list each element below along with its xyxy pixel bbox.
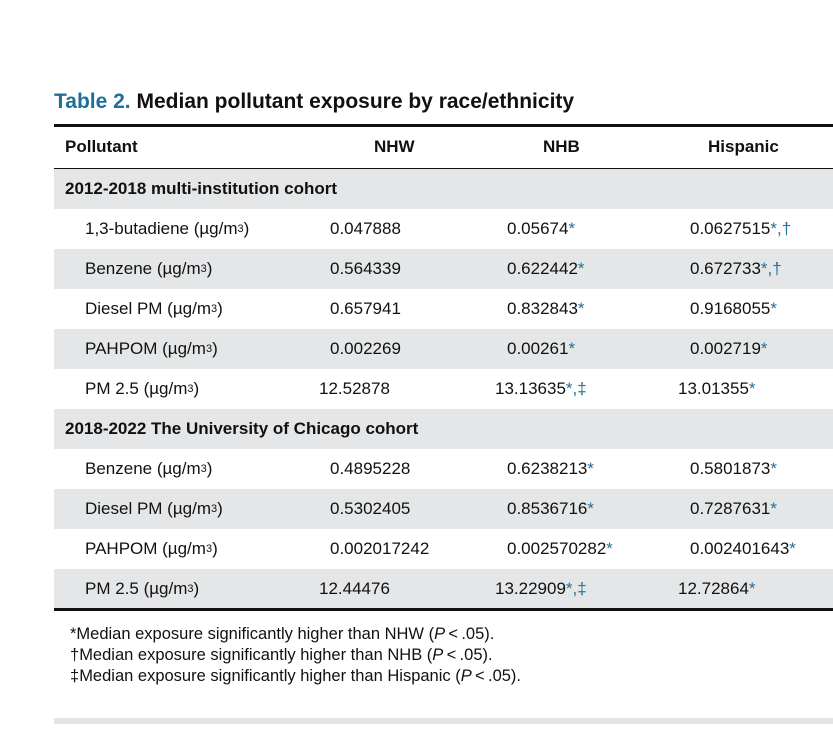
significance-mark: * xyxy=(587,459,594,478)
hispanic-cell xyxy=(690,329,768,369)
table-row xyxy=(54,449,833,489)
hispanic-value: 0.7287631 xyxy=(690,499,771,518)
nhw-value: 0.047888 xyxy=(330,219,401,238)
pollutant-cell: PM 2.5 (µg/m 3 ) xyxy=(85,379,200,398)
table-label: Table 2. xyxy=(54,90,131,113)
nhw-value: 0.002269 xyxy=(330,339,401,358)
nhb-value: 13.13635 xyxy=(495,379,566,398)
unit-close: ) xyxy=(193,579,200,598)
pollutant-cell: 1,3-butadiene (µg/m 3 ) xyxy=(85,219,250,238)
pollutant-name: PM 2.5 (µg/m xyxy=(85,579,188,598)
pollutant-cell: Diesel PM (µg/m 3 ) xyxy=(85,299,223,318)
table-row xyxy=(54,569,833,609)
nhb-value: 0.622442 xyxy=(507,259,578,278)
nhb-cell xyxy=(507,209,575,249)
pollutant-name: PAHPOM (µg/m xyxy=(85,539,206,558)
table-row xyxy=(54,289,833,329)
footnote-mark: * xyxy=(70,625,77,643)
header-nhb: NHB xyxy=(543,137,580,156)
significance-mark: * xyxy=(577,299,585,318)
significance-mark: * xyxy=(770,459,777,478)
significance-mark: *,† xyxy=(760,259,782,278)
significance-mark: *,‡ xyxy=(565,379,587,398)
table-row xyxy=(54,249,833,289)
nhb-cell xyxy=(507,249,585,289)
footnote-mark: ‡ xyxy=(70,667,80,685)
pollutant-cell: PM 2.5 (µg/m 3 ) xyxy=(85,579,200,598)
hispanic-cell xyxy=(678,569,756,609)
table-row xyxy=(54,209,833,249)
footnote-p: P xyxy=(434,625,446,643)
nhb-cell xyxy=(507,289,585,329)
pollutant-name: Diesel PM (µg/m xyxy=(85,499,211,518)
footnote-text-end: < .05). xyxy=(445,625,495,643)
pollutant-cell: PAHPOM (µg/m 3 ) xyxy=(85,539,218,558)
footnote xyxy=(70,645,521,666)
page-divider xyxy=(54,718,833,724)
unit-close: ) xyxy=(243,219,250,238)
hispanic-cell xyxy=(690,489,777,529)
nhb-value: 0.05674 xyxy=(507,219,569,238)
footnote-mark: † xyxy=(70,646,80,664)
footnote-text: Median exposure significantly higher than NHB ( xyxy=(79,646,433,664)
section-header-row xyxy=(54,169,833,209)
significance-mark: * xyxy=(577,259,585,278)
significance-mark: * xyxy=(770,299,777,318)
nhb-cell xyxy=(495,369,587,409)
header-row xyxy=(54,127,833,167)
significance-mark: *,‡ xyxy=(565,579,587,598)
pollutant-cell: PAHPOM (µg/m 3 ) xyxy=(85,339,218,358)
footnote-text-end: < .05). xyxy=(471,667,522,685)
footnote xyxy=(70,666,521,687)
nhw-value: 0.5302405 xyxy=(330,499,411,518)
hispanic-value: 0.9168055 xyxy=(690,299,771,318)
nhw-value: 12.44476 xyxy=(319,579,390,598)
nhw-value: 0.564339 xyxy=(330,259,401,278)
nhw-value: 0.657941 xyxy=(330,299,401,318)
section-header-row xyxy=(54,409,833,449)
nhb-cell xyxy=(507,529,613,569)
pollutant-name: Benzene (µg/m xyxy=(85,459,201,478)
footnote-text: Median exposure significantly higher than NHW ( xyxy=(76,625,435,643)
pollutant-name: 1,3-butadiene (µg/m xyxy=(85,219,238,238)
hispanic-cell xyxy=(690,209,791,249)
significance-mark: * xyxy=(587,499,594,518)
nhb-value: 13.22909 xyxy=(495,579,566,598)
unit-close: ) xyxy=(206,459,213,478)
table-caption: Median pollutant exposure by race/ethnicity xyxy=(136,90,575,113)
table-title xyxy=(54,90,574,114)
significance-mark: * xyxy=(789,539,796,558)
unit-close: ) xyxy=(212,539,218,558)
nhw-value: 0.002017242 xyxy=(330,539,430,558)
significance-mark: * xyxy=(568,339,576,358)
hispanic-cell xyxy=(690,249,782,289)
hispanic-value: 12.72864 xyxy=(678,579,749,598)
significance-mark: * xyxy=(748,579,756,598)
hispanic-value: 0.002719 xyxy=(690,339,761,358)
significance-mark: * xyxy=(748,379,756,398)
hispanic-value: 13.01355 xyxy=(678,379,749,398)
nhb-cell xyxy=(507,489,594,529)
bottom-rule xyxy=(54,608,833,611)
pollutant-name: PM 2.5 (µg/m xyxy=(85,379,188,398)
hispanic-value: 0.002401643 xyxy=(690,539,790,558)
nhb-value: 0.00261 xyxy=(507,339,569,358)
nhb-cell xyxy=(495,569,587,609)
significance-mark: * xyxy=(770,499,777,518)
hispanic-cell xyxy=(690,529,796,569)
footnote-p: P xyxy=(432,646,444,664)
significance-mark: * xyxy=(606,539,613,558)
significance-mark: * xyxy=(760,339,768,358)
unit-close: ) xyxy=(193,379,200,398)
pollutant-cell: Diesel PM (µg/m 3 ) xyxy=(85,499,223,518)
footnotes xyxy=(70,624,521,687)
nhb-value: 0.002570282 xyxy=(507,539,607,558)
pollutant-cell: Benzene (µg/m 3 ) xyxy=(85,259,213,278)
header-nhw: NHW xyxy=(374,137,415,156)
nhw-value: 0.4895228 xyxy=(330,459,411,478)
table-row xyxy=(54,369,833,409)
unit-close: ) xyxy=(212,339,218,358)
significance-mark: *,† xyxy=(770,219,792,238)
section-title: 2012-2018 multi-institution cohort xyxy=(65,179,338,198)
significance-mark: * xyxy=(568,219,576,238)
pollutant-name: Benzene (µg/m xyxy=(85,259,201,278)
footnote-text: Median exposure significantly higher than Hispanic ( xyxy=(79,667,461,685)
pollutant-name: PAHPOM (µg/m xyxy=(85,339,206,358)
table-row xyxy=(54,489,833,529)
unit-close: ) xyxy=(217,499,223,518)
hispanic-value: 0.672733 xyxy=(690,259,761,278)
pollutant-name: Diesel PM (µg/m xyxy=(85,299,211,318)
section-title: 2018-2022 The University of Chicago cohort xyxy=(65,419,419,438)
hispanic-value: 0.0627515 xyxy=(690,219,771,238)
unit-close: ) xyxy=(206,259,213,278)
footnote xyxy=(70,624,521,645)
nhb-cell xyxy=(507,329,575,369)
footnote-text-end: < .05). xyxy=(443,646,493,664)
header-hispanic: Hispanic xyxy=(708,137,779,156)
nhb-value: 0.8536716 xyxy=(507,499,588,518)
table-row xyxy=(54,329,833,369)
unit-close: ) xyxy=(217,299,223,318)
nhw-value: 12.52878 xyxy=(319,379,390,398)
hispanic-value: 0.5801873 xyxy=(690,459,771,478)
hispanic-cell xyxy=(690,449,777,489)
pollutant-cell: Benzene (µg/m 3 ) xyxy=(85,459,213,478)
table-row xyxy=(54,529,833,569)
hispanic-cell xyxy=(690,289,777,329)
hispanic-cell xyxy=(678,369,756,409)
nhb-cell xyxy=(507,449,594,489)
header-pollutant: Pollutant xyxy=(65,137,138,156)
nhb-value: 0.832843 xyxy=(507,299,578,318)
footnote-p: P xyxy=(460,667,472,685)
nhb-value: 0.6238213 xyxy=(507,459,588,478)
